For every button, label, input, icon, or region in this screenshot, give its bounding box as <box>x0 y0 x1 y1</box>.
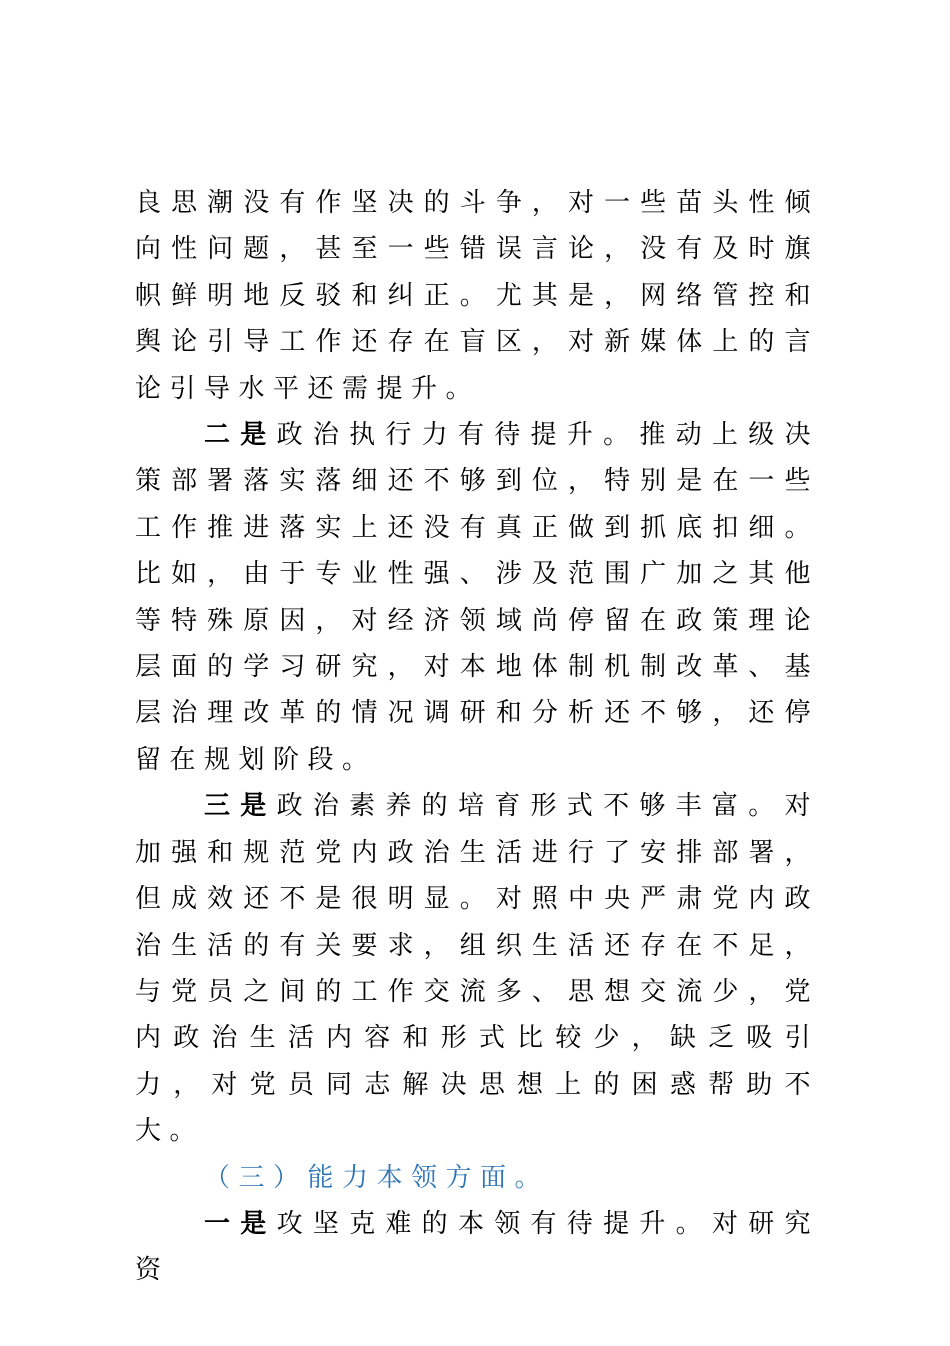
paragraph-lead: 一是 <box>204 1208 277 1239</box>
paragraph-text: 政治素养的培育形式不够丰富。对加强和规范党内政治生活进行了安排部署，但成效还不是很明显。对照中央严肃党内政治生活的有关要求，组织生活还存在不足，与党员之间的工作交流多、思想交流少，党内政治生活内容和形式比较少，缺乏吸引力，对党员同志解决思想上的困惑帮助不大。 <box>135 791 819 1147</box>
section-heading <box>135 1155 819 1201</box>
paragraph-political-execution <box>135 412 819 783</box>
paragraph-lead: 三是 <box>204 791 277 822</box>
paragraph-text: 攻坚克难的本领有待提升。对研究资 <box>135 1208 819 1286</box>
paragraph-text: 政治执行力有待提升。推动上级决策部署落实落细还不够到位，特别是在一些工作推进落实上还没有真正做到抓底扣细。比如，由于专业性强、涉及范围广加之其他等特殊原因，对经济领域尚停留在政策理论层面的学习研究，对本地体制机制改革、基层治理改革的情况调研和分析还不够，还停留在规划阶段。 <box>135 420 819 775</box>
paragraph-political-literacy <box>135 783 819 1154</box>
paragraph-text: 良思潮没有作坚决的斗争，对一些苗头性倾向性问题，甚至一些错误言论，没有及时旗帜鲜明地反驳和纠正。尤其是，网络管控和舆论引导工作还存在盲区，对新媒体上的言论引导水平还需提升。 <box>135 188 819 404</box>
paragraph-problem-solving <box>135 1201 819 1294</box>
section-heading-text: （三）能力本领方面。 <box>204 1162 550 1193</box>
paragraph-continued <box>135 180 819 412</box>
body-text <box>135 180 819 1294</box>
paragraph-lead: 二是 <box>204 420 277 451</box>
